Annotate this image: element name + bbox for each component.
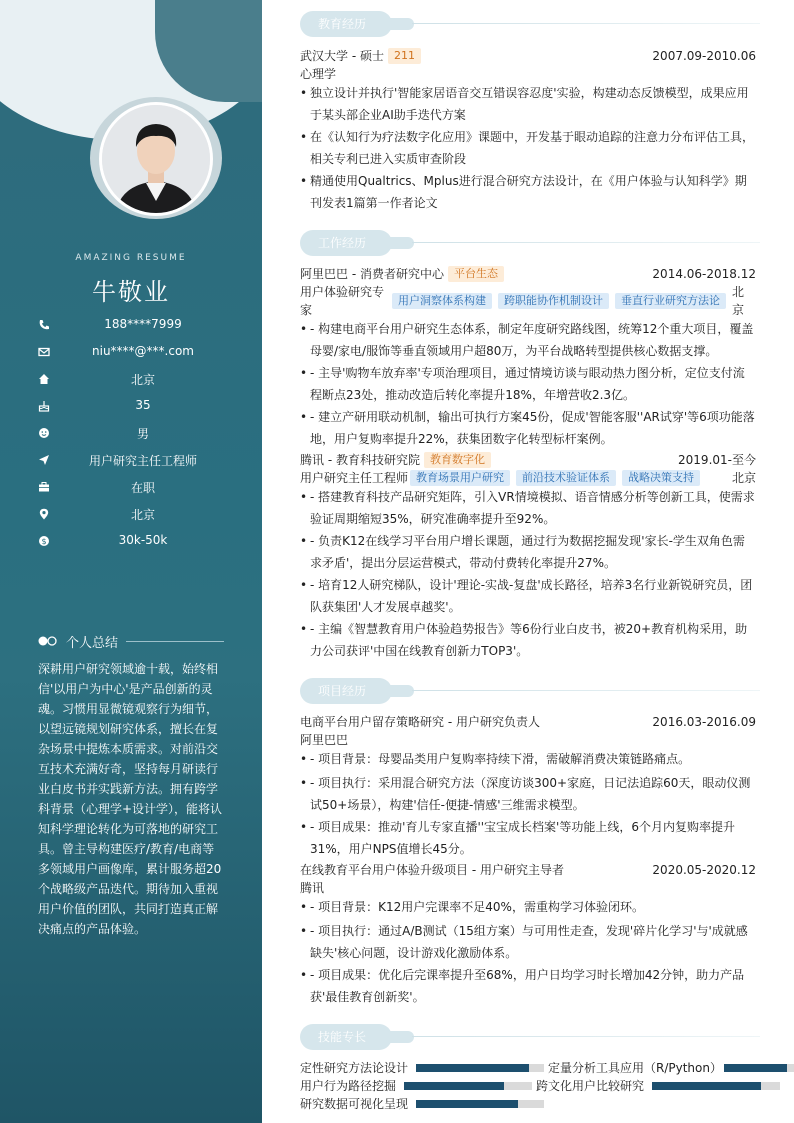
skill-bar-fill	[416, 1064, 529, 1072]
skill-name: 定量分析工具应用（R/Python）	[548, 1061, 722, 1075]
company: 腾讯 - 教育科技研究院	[300, 453, 420, 467]
skill-name: 跨文化用户比较研究	[536, 1079, 645, 1093]
skill-tag: 垂直行业研究方法论	[615, 293, 726, 309]
job-bullet: • - 培育12人研究梯队，设计'理论-实战-复盘'成长路径，培养3名行业新锐研究员，团队获集团'人才发展卓越奖'。	[300, 574, 756, 618]
info-value: 在职	[130, 481, 155, 495]
project-org-row	[300, 731, 756, 749]
skill-tag: 用户洞察体系构建	[392, 293, 492, 309]
dots-icon	[38, 636, 58, 646]
divider	[412, 23, 760, 24]
skill-tag: 教育场景用户研究	[410, 470, 510, 486]
project-bullet: • - 项目背景：K12用户完课率不足40%，需重构学习体验闭环。	[300, 896, 756, 918]
job-period: 2014.06-2018.12	[652, 267, 756, 281]
info-value: 188****7999	[104, 317, 182, 331]
skill-tag: 跨职能协作机制设计	[498, 293, 609, 309]
project-header	[300, 713, 756, 731]
project-bullet: • - 项目执行：采用混合研究方法（深度访谈300+家庭，日记法追踪60天，眼动仪测试50+场景），构建'信任-便捷-情感'三维需求模型。	[300, 772, 756, 816]
skill-bar-fill	[724, 1064, 787, 1072]
cake-icon	[38, 400, 50, 412]
section-education-heading	[300, 11, 760, 37]
info-phone	[38, 317, 228, 335]
skill-bar	[652, 1082, 780, 1090]
skill-bar-fill	[416, 1100, 518, 1108]
summary-text: 深耕用户研究领域逾十载，始终相信'以用户为中心'是产品创新的灵魂。习惯用显微镜观察行为细节，以望远镜规划研究体系，擅长在复杂场景中提炼本质需求。对前沿交互技术充满好奇，坚持每月研读行业白皮书并实践新方法。拥有跨学科背景（心理学+设计学），能将认知科学理论转化为可落地的研究工具。曾主导构建医疗/教育/电商等多领域用户画像库，累计服务超20个战略级产品迭代。期待加入重视用户价值的团队，共同打造真正解决痛点的产品体验。	[38, 662, 223, 936]
school: 武汉大学 - 硕士	[300, 49, 384, 63]
education-header	[300, 47, 756, 65]
divider	[412, 1036, 760, 1037]
info-salary	[38, 533, 228, 551]
section-skills-heading	[300, 1024, 760, 1050]
section-work-heading	[300, 230, 760, 256]
section-title: 教育经历	[300, 11, 392, 37]
money-icon	[38, 535, 50, 547]
project-bullet: • - 项目成果：优化后完课率提升至68%，用户日均学习时长增加42分钟，助力产品获'最佳教育创新奖'。	[300, 964, 756, 1008]
project-bullet: • - 项目背景：母婴品类用户复购率持续下滑，需破解消费决策链路痛点。	[300, 748, 756, 770]
skill-bar	[404, 1082, 532, 1090]
location-icon	[38, 508, 50, 520]
divider	[412, 690, 760, 691]
job-role: 用户研究主任工程师	[300, 471, 409, 485]
section-title: 项目经历	[300, 678, 392, 704]
skill-name: 定性研究方法论设计	[300, 1061, 409, 1075]
skill-bar-fill	[652, 1082, 761, 1090]
divider	[412, 242, 760, 243]
job-bullet: • - 主编《智慧教育用户体验趋势报告》等6份行业白皮书，被20+教育机构采用，助力公司获评'中国在线教育创新力TOP3'。	[300, 618, 756, 662]
project-name: 在线教育平台用户体验升级项目 - 用户研究主导者	[300, 863, 564, 877]
svg-text:$: $	[41, 536, 47, 546]
send-icon	[38, 454, 50, 466]
info-value: 30k-50k	[118, 533, 168, 547]
job-role: 用户体验研究专家	[300, 285, 385, 317]
info-position	[38, 452, 228, 470]
job-header	[300, 451, 756, 469]
job-role-row	[300, 283, 756, 319]
info-location	[38, 506, 228, 524]
gender-icon	[38, 427, 50, 439]
skill-bar	[416, 1064, 544, 1072]
education-bullet: • 精通使用Qualtrics、Mplus进行混合研究方法设计，在《用户体验与认知科学》期刊发表1篇第一作者论文	[300, 170, 756, 214]
job-city: 北京	[731, 471, 756, 485]
home-icon	[38, 373, 50, 385]
skill-name: 用户行为路径挖掘	[300, 1079, 397, 1093]
education-bullet: • 在《认知行为疗法数字化应用》课题中，开发基于眼动追踪的注意力分布评估工具，相关专利已进入实质审查阶段	[300, 126, 756, 170]
job-city: 北京	[732, 285, 745, 317]
candidate-name: 牛敬业	[92, 278, 170, 306]
info-value: 男	[136, 427, 149, 441]
mail-icon	[38, 346, 50, 358]
education-period: 2007.09-2010.06	[652, 49, 756, 63]
info-value: 用户研究主任工程师	[88, 454, 197, 468]
major: 心理学	[300, 67, 337, 81]
education-bullet: • 独立设计并执行'智能家居语音交互错误容忍度'实验，构建动态反馈模型，成果应用于某头部企业AI助手迭代方案	[300, 82, 756, 126]
section-projects-heading	[300, 678, 760, 704]
skill-tag: 战略决策支持	[622, 470, 700, 486]
avatar	[99, 102, 213, 216]
job-bullet: • - 构建电商平台用户研究生态体系，制定年度研究路线图，统筹12个重大项目，覆盖母婴/家电/服饰等垂直领域用户超80万，为平台战略转型提供核心数据支撑。	[300, 318, 756, 362]
job-role-row	[300, 469, 756, 487]
job-bullet: • - 负责K12在线学习平台用户增长课题，通过行为数据挖掘发现'家长-学生双角色需求矛盾'，提出分层运营模式，带动付费转化率提升27%。	[300, 530, 756, 574]
divider	[126, 641, 224, 642]
project-org: 阿里巴巴	[300, 733, 349, 747]
company-tag: 教育数字化	[424, 452, 491, 468]
summary-title: 个人总结	[66, 636, 119, 651]
summary-heading	[38, 632, 224, 650]
company-tag: 平台生态	[448, 266, 504, 282]
project-org-row	[300, 879, 756, 897]
skill-name: 研究数据可视化呈现	[300, 1097, 409, 1111]
project-bullet: • - 项目执行：通过A/B测试（15组方案）与可用性走查，发现'碎片化学习'与'成就感缺失'核心问题，设计游戏化激励体系。	[300, 920, 756, 964]
skill-bar	[724, 1064, 794, 1072]
info-value: 北京	[130, 508, 155, 522]
info-value: niu****@***.com	[92, 344, 194, 358]
resume-tagline: AMAZING RESUME	[75, 253, 187, 263]
info-status	[38, 479, 228, 497]
skill-bar	[416, 1100, 544, 1108]
project-name: 电商平台用户留存策略研究 - 用户研究负责人	[300, 715, 540, 729]
education-major	[300, 65, 756, 83]
job-bullet: • - 主导'购物车放弃率'专项治理项目，通过情境访谈与眼动热力图分析，定位支付流程断点23处，推动改造后转化率提升18%，年增营收2.3亿。	[300, 362, 756, 406]
skill-tag: 前沿技术验证体系	[516, 470, 616, 486]
sidebar	[0, 0, 262, 1123]
info-age	[38, 398, 228, 416]
job-period: 2019.01-至今	[678, 453, 756, 467]
project-bullet: • - 项目成果：推动'育儿专家直播''宝宝成长档案'等功能上线，6个月内复购率提升31%，用户NPS值增长45分。	[300, 816, 756, 860]
job-bullet: • - 建立产研用联动机制，输出可执行方案45份，促成'智能客服''AR试穿'等6项功能落地，用户复购率提升22%，获集团数字化转型标杆案例。	[300, 406, 756, 450]
skill-bar-fill	[404, 1082, 504, 1090]
section-title: 技能专长	[300, 1024, 392, 1050]
project-org: 腾讯	[300, 881, 325, 895]
info-value: 35	[135, 398, 151, 412]
info-gender	[38, 425, 228, 443]
section-title: 工作经历	[300, 230, 392, 256]
job-header	[300, 265, 756, 283]
project-period: 2016.03-2016.09	[652, 715, 756, 729]
info-value: 北京	[130, 373, 155, 387]
project-period: 2020.05-2020.12	[652, 863, 756, 877]
info-home	[38, 371, 228, 389]
job-bullet: • - 搭建教育科技产品研究矩阵，引入VR情境模拟、语音情感分析等创新工具，使需求验证周期缩短35%，研究准确率提升至92%。	[300, 486, 756, 530]
project-header	[300, 861, 756, 879]
company: 阿里巴巴 - 消费者研究中心	[300, 267, 444, 281]
info-email	[38, 344, 228, 362]
phone-icon	[38, 319, 50, 331]
school-tag: 211	[388, 48, 421, 64]
briefcase-icon	[38, 481, 50, 493]
